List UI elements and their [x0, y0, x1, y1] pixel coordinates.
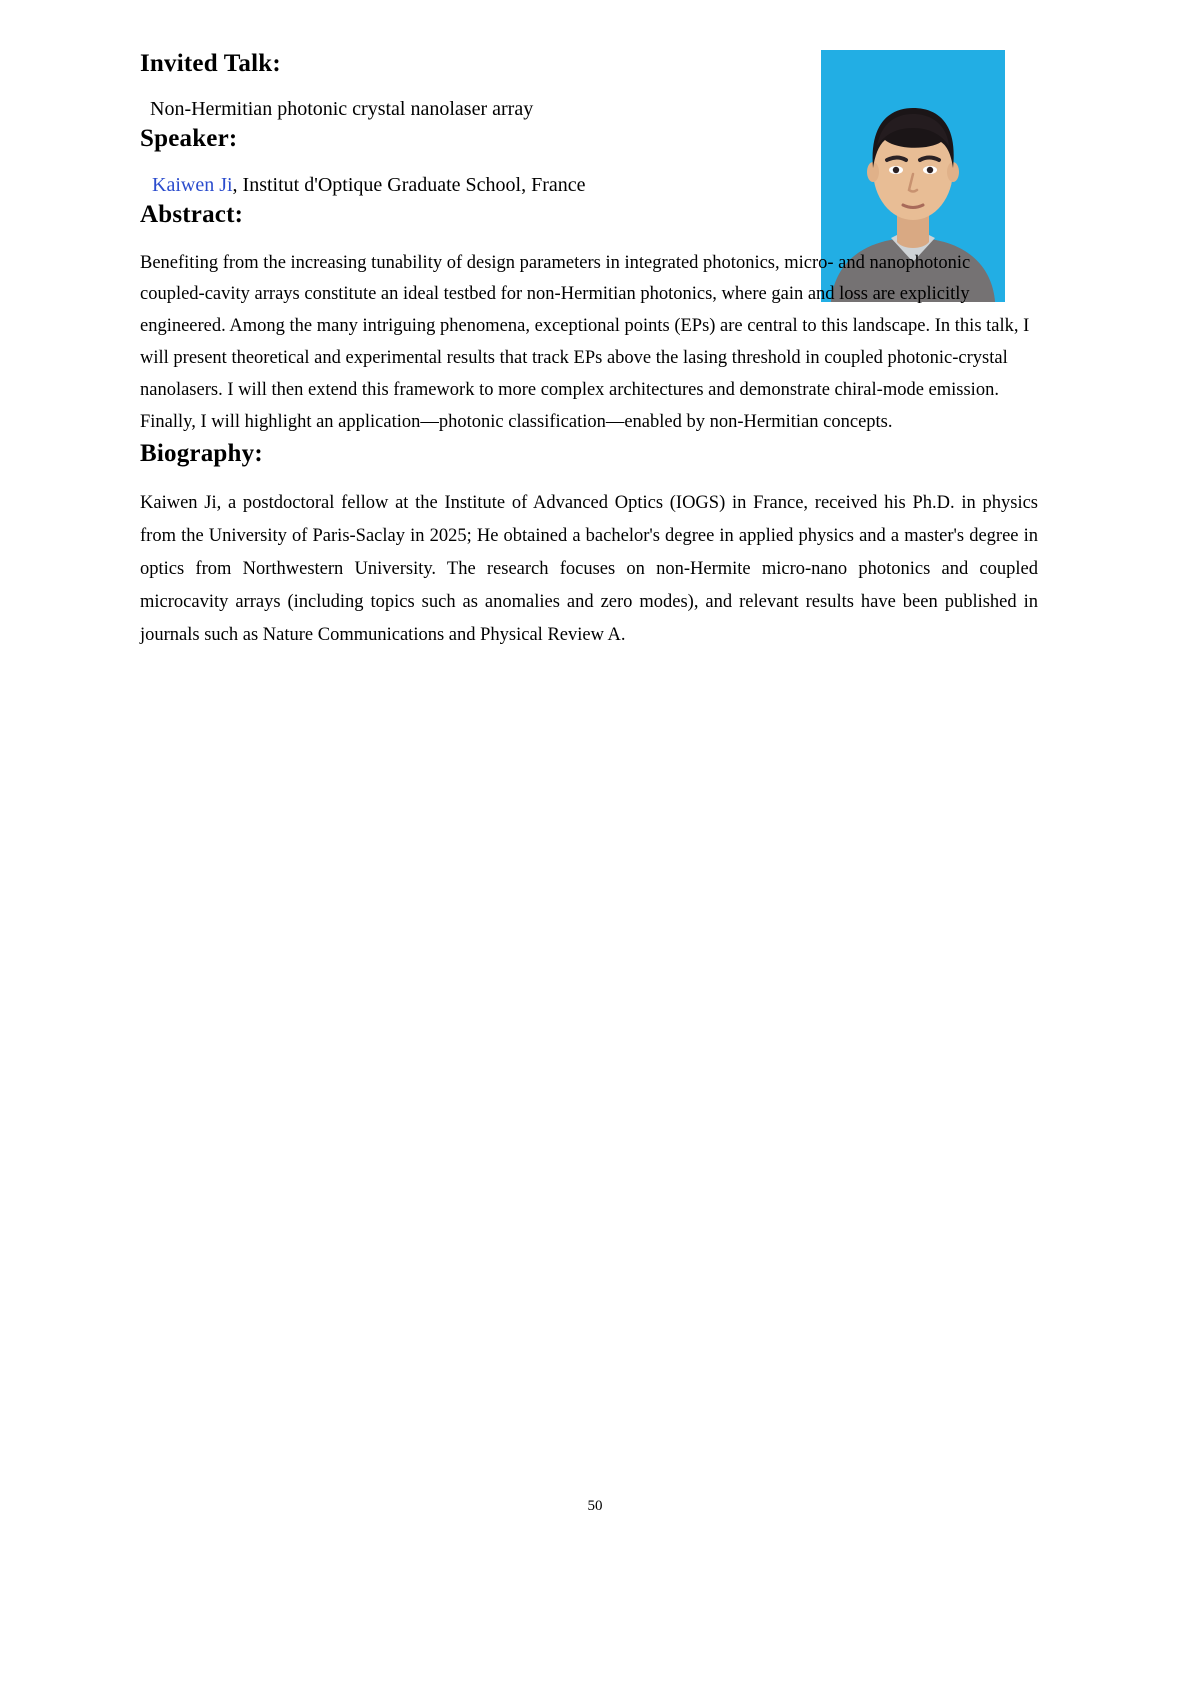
speaker-name-link[interactable]: Kaiwen Ji: [152, 174, 233, 196]
speaker-affiliation: , Institut d'Optique Graduate School, France: [232, 174, 586, 196]
speaker-line: [152, 171, 1040, 199]
biography-heading: Biography:: [140, 440, 263, 468]
biography-text: Kaiwen Ji, a postdoctoral fellow at the Institute of Advanced Optics (IOGS) in France, received his Ph.D. in physics from the University of Paris-Saclay in 2025; He obtained a bachelor's degree in applied physics and a master's degree in optics from Northwestern University. The research focuses on non-Hermite micro-nano photonics and coupled microcavity arrays (including topics such as anomalies and zero modes), and relevant results have been published in journals such as Nature Communications and Physical Review A.: [140, 492, 1038, 645]
page-number: 50: [587, 1498, 603, 1514]
document-content: [140, 48, 1040, 651]
invited-talk-heading: Invited Talk:: [140, 50, 281, 77]
talk-title: Non-Hermitian photonic crystal nanolaser array: [150, 97, 534, 120]
abstract-text: Benefiting from the increasing tunability of design parameters in integrated photonics, micro- and nanophotonic coupled-cavity arrays constitute an ideal testbed for non-Hermitian photonics, where gain and loss are explicitly engineered. Among the many intriguing phenomena, exceptional points (EPs) are central to this landscape. In this talk, I will present theoretical and experimental results that track EPs above the lasing threshold in coupled photonic-crystal nanolasers. I will then extend this framework to more complex architectures and demonstrate chiral-mode emission. Finally, I will highlight an application—photonic classification—enabled by non-Hermitian concepts.: [140, 252, 1030, 432]
abstract-heading: Abstract:: [140, 201, 244, 228]
speaker-heading: Speaker:: [140, 124, 238, 152]
